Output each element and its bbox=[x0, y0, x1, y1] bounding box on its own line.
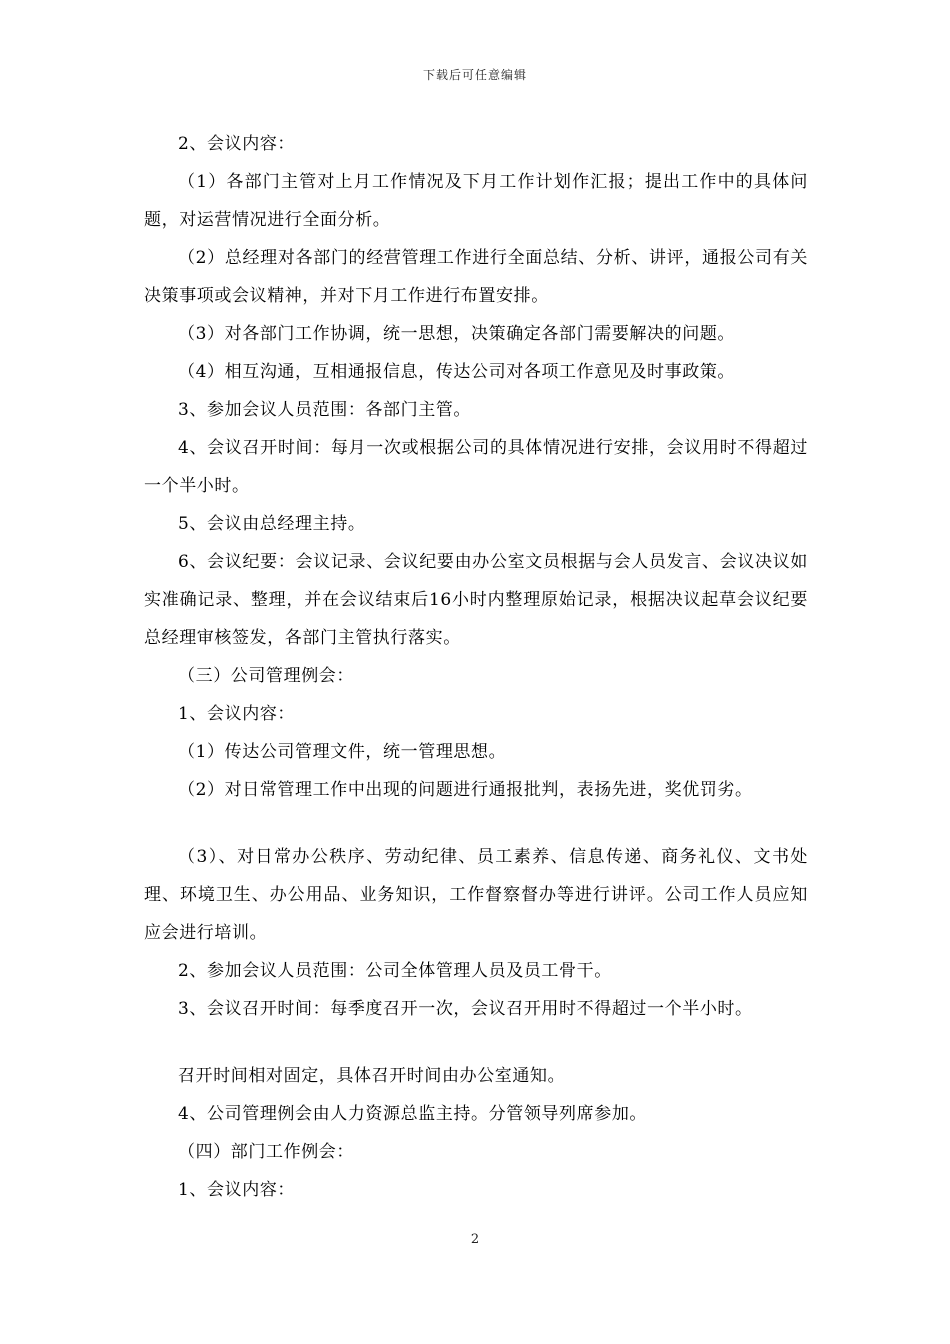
paragraph: 2、参加会议人员范围：公司全体管理人员及员工骨干。 bbox=[178, 961, 612, 981]
page-number: 2 bbox=[470, 1232, 480, 1247]
paragraph: 5、会议由总经理主持。 bbox=[178, 514, 366, 534]
paragraph: （2）对日常管理工作中出现的问题进行通报批判，表扬先进，奖优罚劣。 bbox=[178, 780, 753, 800]
paragraph: 1、会议内容： bbox=[178, 1180, 296, 1200]
paragraph: 召开时间相对固定，具体召开时间由办公室通知。 bbox=[178, 1066, 566, 1086]
paragraph: （1）各部门主管对上月工作情况及下月工作计划作汇报；提出工作中的具体问题，对运营情况进行全面分析。 bbox=[144, 172, 808, 230]
paragraph: （3）、对日常办公秩序、劳动纪律、员工素养、信息传递、商务礼仪、文书处理、环境卫生、办公用品、业务知识，工作督察督办等进行讲评。公司工作人员应知应会进行培训。 bbox=[144, 847, 808, 943]
paragraph: 6、会议纪要：会议记录、会议纪要由办公室文员根据与会人员发言、会议决议如实准确记录、整理，并在会议结束后16小时内整理原始记录，根据决议起草会议纪要总经理审核签发，各部门主管执行落实。 bbox=[144, 552, 808, 648]
blank-spacer bbox=[144, 809, 808, 838]
paragraph: （四）部门工作例会： bbox=[178, 1142, 354, 1162]
paragraph: （三）公司管理例会： bbox=[178, 666, 354, 686]
page-header: 下载后可任意编辑 bbox=[422, 68, 527, 82]
paragraph: 3、会议召开时间：每季度召开一次，会议召开用时不得超过一个半小时。 bbox=[178, 999, 753, 1019]
document-body bbox=[144, 125, 808, 1209]
paragraph: （4）相互沟通，互相通报信息，传达公司对各项工作意见及时事政策。 bbox=[178, 362, 736, 382]
paragraph: 2、会议内容： bbox=[178, 134, 296, 154]
paragraph: 4、公司管理例会由人力资源总监主持。分管领导列席参加。 bbox=[178, 1104, 648, 1124]
paragraph: （2）总经理对各部门的经营管理工作进行全面总结、分析、讲评，通报公司有关决策事项或会议精神，并对下月工作进行布置安排。 bbox=[144, 248, 808, 306]
paragraph: （3）对各部门工作协调，统一思想，决策确定各部门需要解决的问题。 bbox=[178, 324, 736, 344]
blank-spacer bbox=[144, 1028, 808, 1057]
paragraph: 1、会议内容： bbox=[178, 704, 296, 724]
paragraph: 3、参加会议人员范围：各部门主管。 bbox=[178, 400, 472, 420]
paragraph: （1）传达公司管理文件，统一管理思想。 bbox=[178, 742, 507, 762]
paragraph: 4、会议召开时间：每月一次或根据公司的具体情况进行安排，会议用时不得超过一个半小时。 bbox=[144, 438, 808, 496]
